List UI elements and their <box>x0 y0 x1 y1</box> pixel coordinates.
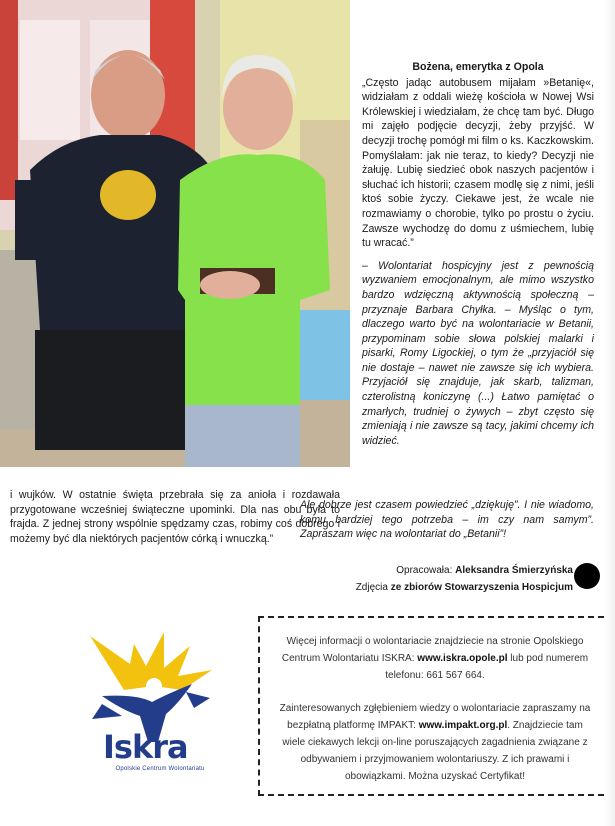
info-paragraph-impakt <box>276 700 594 785</box>
info-iskra-text: Więcej informacji o wolontariacie znajdziecie na stronie Opolskiego Centrum Wolontariatu ISKRA: <box>281 636 584 664</box>
testimonial-quote: „Często jadąc autobusem mijałam »Betanię«, widziałam z oddali wieżę kościoła w Nowej Wsi Królewskiej i wiedziałam, że chcę tam być. Długo mi zajęło podjęcie decyzji, żeby przyjść. W decyzji trochę pomógł mi film o ks. Kaczkowskim. Pomyślałam: jak nie teraz, to kiedy? Decyzji nie żałuję. Lubię siedzieć obok naszych pacjentów i słuchać ich historii; czasem modlę się z nimi, jeśli ktoś sobie życzy. Ciekawe jest, że wcale nie rozmawiamy o chorobie, tylko po prostu o życiu. Zawsze wychodzę do domu z uśmiechem, lubię tu wracać.” <box>362 76 594 250</box>
testimonial-author: Bożena, emerytka z Opola <box>412 61 544 73</box>
coordinator-statement: – Wolontariat hospicyjny jest z pewnością wyzwaniem emocjonalnym, ale mimo wszystko bardzo wdzięczną aktywnością społeczną – przyznaje Barbara Chyłka. – Myśląc o tym, dlaczego warto być na wolontariacie w Betanii, przypominam sobie słowa polskiej malarki i pisarki, Romy Ligockiej, o tym że „przyjaciół się nie dostaje – nawet nie zawsze się ich wybiera. Przyjaciół się znajduje, jak skarb, talizman, czterolistną koniczynę (...) Łatwo pamiętać o zmarłych, trudniej o żywych – zbyt często się zmieniają i nie zawsze są tacy, jakimi chcemy ich widzieć. <box>362 259 594 447</box>
author-name: Aleksandra Śmierzyńska <box>455 565 573 576</box>
info-impakt-text: Zainteresowanych zgłębieniem wiedzy o wolontariacie zapraszamy na bezpłatną platformę IMPAKT: <box>279 703 591 731</box>
info-iskra-phone: lub pod numerem telefonu: 661 567 664. <box>385 653 589 681</box>
volunteers-photo <box>0 0 350 467</box>
logo-subtitle: Opolskie Centrum Wolontariatu <box>115 766 205 772</box>
testimonial-column <box>362 60 594 448</box>
coordinator-statement-end <box>300 498 594 542</box>
continued-paragraph <box>10 488 340 546</box>
photos-source: ze zbiorów Stowarzyszenia Hospicjum <box>390 582 573 593</box>
end-of-article-dot <box>574 563 600 589</box>
info-paragraph-iskra <box>276 633 594 684</box>
author-credit <box>273 562 573 579</box>
coordinator-statement-end-text: Ale dobrze jest czasem powiedzieć „dziękuję”. I nie wiadomo, komu bardziej tego potrzeba – im czy nam samym”. Zapraszam więc na wolontariat do „Betanii”! <box>300 499 594 541</box>
continued-paragraph-text: i wujków. W ostatnie święta przebrała się za anioła i rozdawała przygotowane wcześniej świąteczne upominki. Dla nas obu była to frajda. Z jednej strony wspólnie spędzamy czas, robimy coś dobrego i możemy być dla niektórych pacjentów córką i wnuczką.” <box>10 489 340 545</box>
author-label: Opracowała: <box>396 565 453 576</box>
info-box <box>276 633 594 801</box>
iskra-website-link[interactable]: www.iskra.opole.pl <box>417 653 508 664</box>
info-impakt-details: . Znajdziecie tam wiele ciekawych lekcji on-line poruszających zagadnienia związane z odbywaniem i przyjmowaniem wolontariuszy. Z ich prawami i obowiązkami. Można uzyskać Certyfikat! <box>282 720 588 782</box>
photo-credit <box>273 579 573 596</box>
photos-label: Zdjęcia <box>355 582 388 593</box>
page-edge-shadow <box>605 0 615 826</box>
logo-wordmark: Iskra <box>103 728 188 766</box>
impakt-website-link[interactable]: www.impakt.org.pl <box>418 720 508 731</box>
article-credits <box>273 562 573 596</box>
